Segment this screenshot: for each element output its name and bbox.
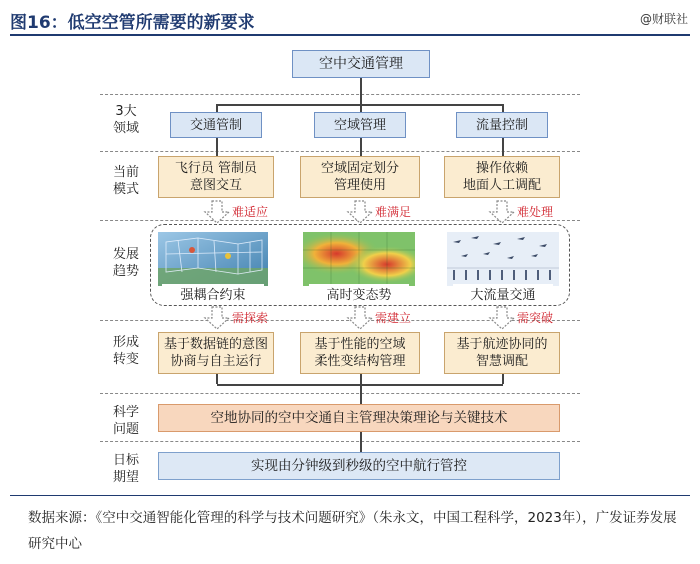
- connector-line: [360, 78, 362, 104]
- connector-line: [360, 138, 362, 156]
- row-label-transform: 形成 转变: [112, 335, 139, 367]
- connector-line: [216, 138, 218, 156]
- down-arrow-icon: [345, 306, 375, 330]
- goal-box: 实现由分钟级到秒级的空中航行管控: [158, 452, 560, 480]
- domain-traffic-control: 交通管制: [170, 112, 262, 138]
- separator-line: [100, 393, 580, 394]
- connector-line: [216, 104, 218, 112]
- footer-divider: [10, 495, 690, 496]
- separator-line: [100, 441, 580, 442]
- time-varying-situation-image: [303, 232, 415, 286]
- down-arrow-icon: [487, 200, 517, 224]
- down-arrow-icon: [202, 200, 232, 224]
- row-label-trend: 发展 趋势: [112, 247, 139, 279]
- source-note: 数据来源：《空中交通智能化管理的科学与技术问题研究》（朱永文，中国工程科学，2023年），广发证券发展研究中心: [28, 510, 677, 552]
- challenge-label: 难满足: [375, 205, 412, 219]
- row-label-current: 当前 模式: [112, 165, 139, 197]
- row-label-science: 科学 问题: [112, 405, 139, 437]
- figure-header: [10, 4, 690, 36]
- connector-line: [502, 138, 504, 156]
- separator-line: [100, 151, 580, 152]
- domain-airspace-management: 空域管理: [314, 112, 406, 138]
- transform-box: 基于数据链的意图 协商与自主运行: [158, 332, 274, 374]
- challenge-label: 难适应: [232, 205, 269, 219]
- connector-line: [360, 104, 362, 112]
- down-arrow-icon: [487, 306, 517, 330]
- need-label: 需突破: [517, 311, 554, 325]
- separator-line: [100, 94, 580, 95]
- connector-line: [502, 374, 504, 384]
- down-arrow-icon: [345, 200, 375, 224]
- challenge-label: 难处理: [517, 205, 554, 219]
- current-mode-box: 操作依赖 地面人工调配: [444, 156, 560, 198]
- connector-line: [502, 104, 504, 112]
- current-mode-box: 空域固定划分 管理使用: [300, 156, 420, 198]
- transform-box: 基于航迹协同的 智慧调配: [444, 332, 560, 374]
- science-problem-box: 空地协同的空中交通自主管理决策理论与关键技术: [158, 404, 560, 432]
- connector-line: [360, 432, 362, 452]
- need-label: 需探索: [232, 311, 269, 325]
- trend-caption: 大流量交通: [453, 284, 553, 303]
- connector-line: [216, 374, 218, 384]
- top-node-atm: 空中交通管理: [292, 50, 430, 78]
- figure-title: 图16：低空空管所需要的新要求: [10, 13, 255, 33]
- connector-line: [360, 374, 362, 404]
- high-traffic-image: [447, 232, 559, 286]
- watermark: @财联社: [639, 12, 688, 26]
- down-arrow-icon: [202, 306, 232, 330]
- current-mode-box: 飞行员 管制员 意图交互: [158, 156, 274, 198]
- need-label: 需建立: [375, 311, 412, 325]
- row-label-goal: 日标 期望: [112, 453, 139, 485]
- trend-caption: 高时变态势: [309, 284, 409, 303]
- trend-caption: 强耦合约束: [162, 284, 264, 303]
- connector-line: [217, 384, 503, 386]
- domain-flow-control: 流量控制: [456, 112, 548, 138]
- coupled-constraint-image: [158, 232, 268, 286]
- row-label-domains: 3大 领域: [112, 104, 139, 136]
- transform-box: 基于性能的空域 柔性变结构管理: [300, 332, 420, 374]
